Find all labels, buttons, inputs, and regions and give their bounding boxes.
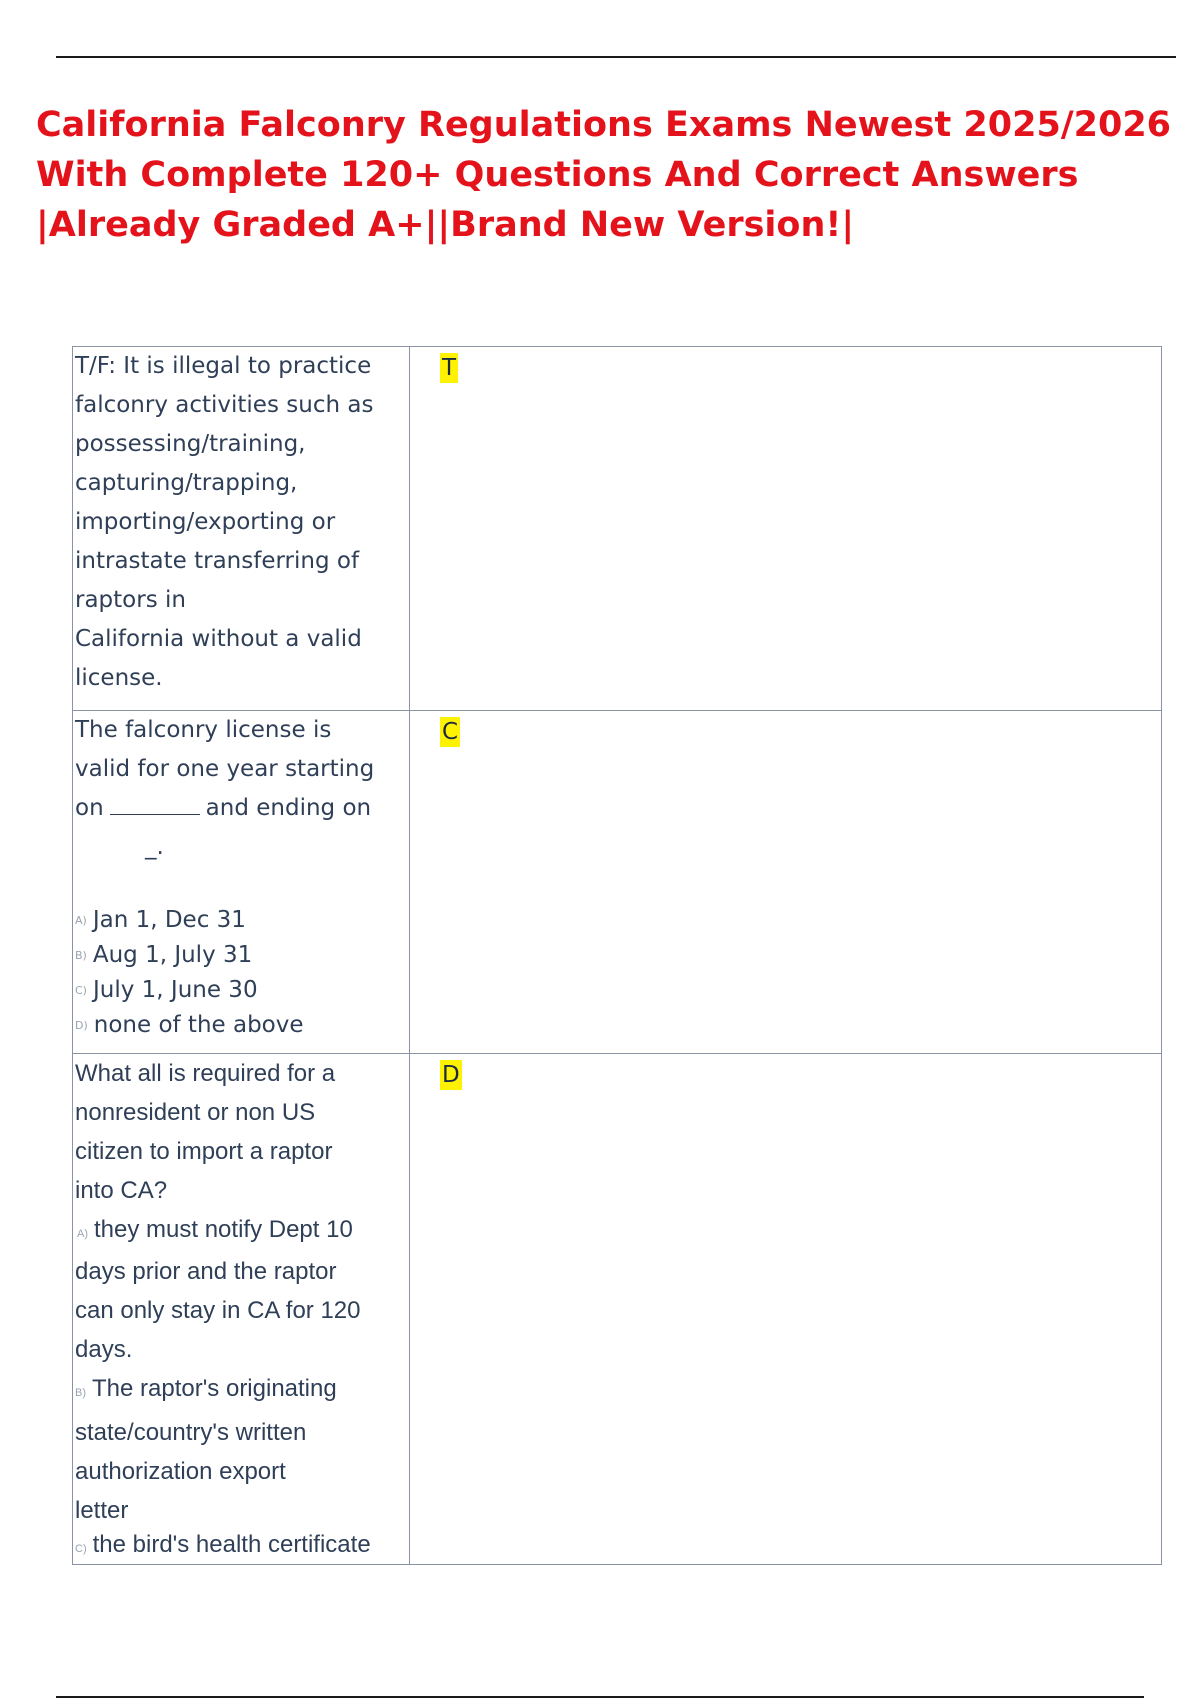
question-line: _. <box>145 834 164 860</box>
question-line: intrastate transferring of <box>75 548 360 574</box>
option-letter: C) <box>75 984 87 997</box>
option-letter: B) <box>75 949 87 962</box>
question-line: possessing/training, <box>75 431 306 457</box>
answer-highlight: C <box>442 719 459 745</box>
question-line: raptors in <box>75 587 186 613</box>
question-cell <box>73 711 410 1054</box>
option-text: Jan 1, Dec 31 <box>92 907 246 933</box>
option-text: The raptor's originating <box>92 1375 337 1402</box>
option-d <box>73 1008 409 1043</box>
question-cell <box>73 1054 410 1565</box>
question-line: importing/exporting or <box>75 509 336 535</box>
table-row <box>73 711 1162 1054</box>
question-line: capturing/trapping, <box>75 470 298 496</box>
question-line: What all is required for a <box>75 1060 336 1087</box>
option-a <box>73 903 409 938</box>
question-text: and ending on <box>205 795 372 821</box>
option-text-line: letter <box>75 1497 129 1524</box>
answer-highlight: T <box>442 355 457 381</box>
document-title: California Falconry Regulations Exams Newest 2025/2026 With Complete 120+ Questions And Correct Answers |Already Graded A+||Brand New Version!| <box>36 105 1172 245</box>
option-text-line: can only stay in CA for 120 <box>75 1297 361 1324</box>
question-line <box>73 789 409 828</box>
question-line: T/F: It is illegal to practice <box>75 353 372 379</box>
option-text: July 1, June 30 <box>92 977 258 1003</box>
question-line: nonresident or non US <box>75 1099 316 1126</box>
option-text: Aug 1, July 31 <box>92 942 253 968</box>
question-line: license. <box>75 665 163 691</box>
table-row <box>73 347 1162 711</box>
spacer <box>73 867 409 903</box>
option-text-line: authorization export <box>75 1458 286 1485</box>
option-letter: D) <box>75 1019 88 1032</box>
table-row <box>73 1054 1162 1565</box>
question-line: The falconry license is <box>75 717 332 743</box>
blank-line <box>110 796 200 815</box>
answer-cell <box>410 1054 1162 1565</box>
option-c <box>73 973 409 1008</box>
answer-highlight: D <box>442 1062 460 1088</box>
footer-rule <box>56 1696 1144 1698</box>
option-text-line: days prior and the raptor <box>75 1258 337 1285</box>
question-line: falconry activities such as <box>75 392 374 418</box>
option-letter: A) <box>75 914 87 927</box>
option-text: they must notify Dept 10 <box>94 1216 353 1243</box>
option-c <box>73 1530 409 1564</box>
option-letter: B) <box>75 1387 86 1399</box>
option-letter: A) <box>77 1228 88 1240</box>
option-letter: C) <box>75 1543 87 1555</box>
question-line: valid for one year starting <box>75 756 375 782</box>
question-line: California without a valid <box>75 626 362 652</box>
option-text: the bird's health certificate <box>92 1531 371 1558</box>
question-text: on <box>75 795 104 821</box>
option-a <box>73 1210 409 1252</box>
header-rule <box>56 56 1176 58</box>
qa-table <box>72 346 1162 1565</box>
option-text: none of the above <box>93 1012 304 1038</box>
answer-cell <box>410 347 1162 711</box>
option-b <box>73 938 409 973</box>
option-b <box>73 1369 409 1413</box>
answer-cell <box>410 711 1162 1054</box>
question-cell <box>73 347 410 711</box>
option-text-line: days. <box>75 1336 133 1363</box>
option-text-line: state/country's written <box>75 1419 307 1446</box>
question-line: into CA? <box>75 1177 168 1204</box>
question-line: citizen to import a raptor <box>75 1138 333 1165</box>
